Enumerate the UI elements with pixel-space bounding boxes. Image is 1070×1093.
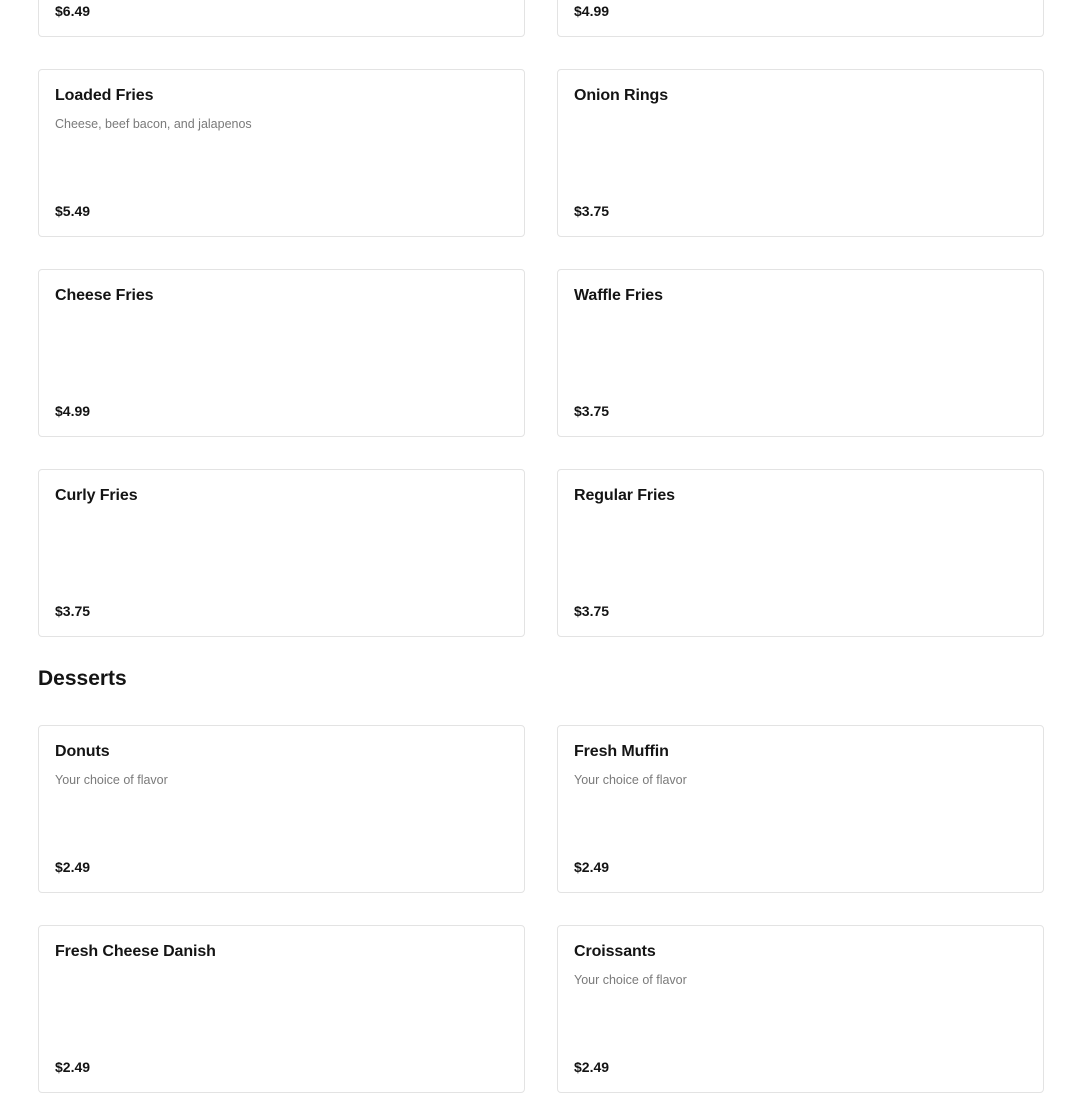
menu-item-card[interactable] [38,69,525,237]
menu-item-price: $6.49 [55,3,91,19]
menu-item-description: Cheese, beef bacon, and jalapenos [55,117,252,131]
menu-item-name: Waffle Fries [574,287,663,304]
menu-item-price: $3.75 [574,203,610,219]
menu-item-price: $2.49 [574,859,610,875]
menu-item-price: $2.49 [55,1059,91,1075]
menu-item-name: Fresh Muffin [574,743,669,760]
menu-item-card[interactable] [38,0,525,37]
menu-item-card[interactable] [557,469,1044,637]
menu-item-card[interactable] [38,925,525,1093]
menu-item-price: $3.75 [574,603,610,619]
menu-item-card[interactable] [557,925,1044,1093]
section-title-desserts: Desserts [38,667,127,690]
menu-item-card[interactable] [38,269,525,437]
menu-item-price: $3.75 [574,403,610,419]
menu-item-description: Your choice of flavor [55,773,168,787]
menu-item-price: $5.49 [55,203,91,219]
menu-item-card[interactable] [38,469,525,637]
menu-item-price: $4.99 [574,3,610,19]
menu-item-name: Curly Fries [55,487,138,504]
menu-item-card[interactable] [557,725,1044,893]
menu-item-name: Loaded Fries [55,87,154,104]
menu-item-price: $3.75 [55,603,91,619]
menu-item-name: Cheese Fries [55,287,154,304]
menu-item-card[interactable] [557,0,1044,37]
menu-item-card[interactable] [38,725,525,893]
menu-item-price: $2.49 [574,1059,610,1075]
menu-item-name: Fresh Cheese Danish [55,943,216,960]
menu-item-name: Onion Rings [574,87,669,104]
menu-item-price: $2.49 [55,859,91,875]
menu-item-card[interactable] [557,269,1044,437]
menu-item-name: Donuts [55,743,110,760]
menu-item-name: Regular Fries [574,487,675,504]
menu-item-card[interactable] [557,69,1044,237]
menu-item-description: Your choice of flavor [574,973,687,987]
menu-item-name: Croissants [574,943,656,960]
menu-item-description: Your choice of flavor [574,773,687,787]
menu-item-price: $4.99 [55,403,91,419]
